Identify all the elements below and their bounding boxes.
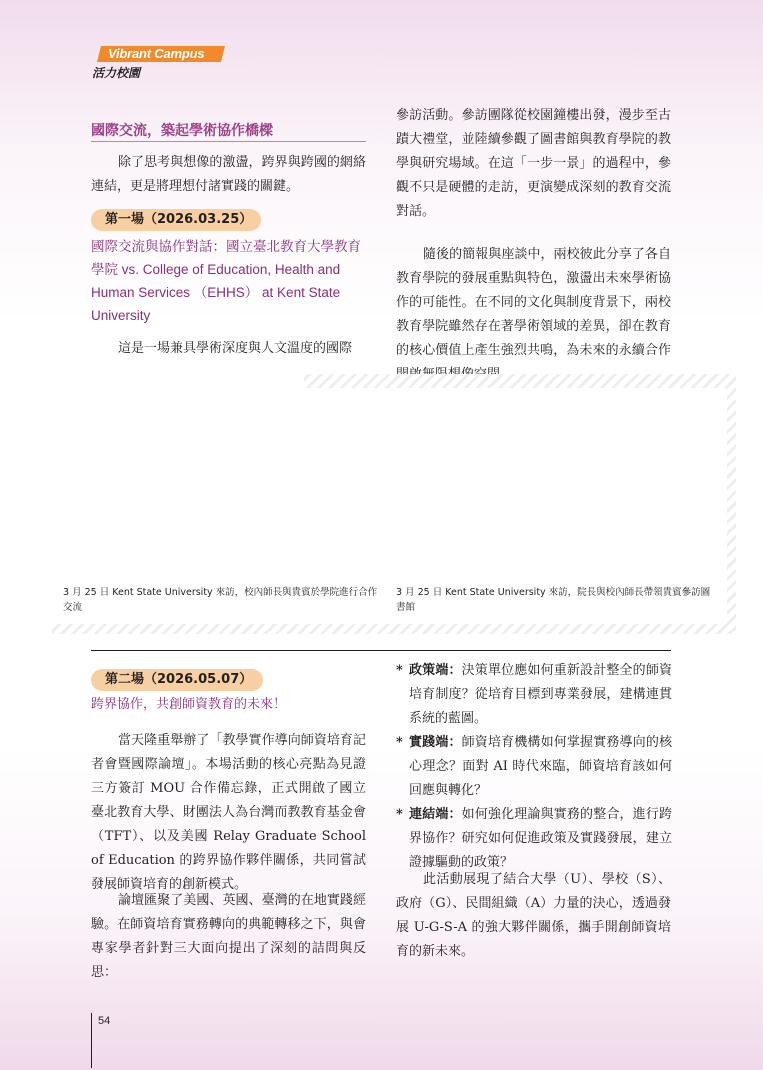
intro-paragraph: 除了思考與想像的激盪，跨界與跨國的網絡連結，更是將理想付諸實踐的關鍵。 bbox=[91, 155, 366, 194]
bullet-practice bbox=[396, 731, 672, 803]
photo-caption-right: 3 月 25 日 Kent State University 來訪，院長與校內師長帶領貴賓參訪圖書館 bbox=[396, 587, 711, 613]
session1-paragraph-right-2: 隨後的簡報與座談中，兩校彼此分享了各自教育學院的發展重點與特色，激盪出未來學術協作的可能性。在不同的文化與制度背景下，兩校教育學院雖然存在著學術領域的差異，卻在教育的核心價值上產生強烈共鳴，為未來的永續合作 bbox=[396, 247, 671, 358]
bullet-connection bbox=[396, 803, 672, 875]
bullet-star: * bbox=[396, 663, 403, 678]
photo-caption-left: 3 月 25 日 Kent State University 來訪，校內師長與貴賓於學院進行合作交流 bbox=[63, 587, 378, 613]
bullet-key: 連結端： bbox=[409, 807, 462, 822]
section-divider bbox=[91, 650, 671, 651]
header-zh-title: 活力校園 bbox=[92, 66, 141, 80]
session2-subtitle: 跨界協作，共創師資教育的未來！ bbox=[91, 697, 287, 712]
session2-bullet-list bbox=[396, 659, 672, 875]
page-number: 54 bbox=[98, 1015, 111, 1027]
bullet-star: * bbox=[396, 735, 403, 750]
session2-pill: 第二場（2026.05.07） bbox=[91, 669, 263, 691]
session2-paragraph-2: 論壇匯聚了美國、英國、臺灣的在地實踐經驗。在師資培育實務轉向的典範轉移之下，與會專家學者針對三大面向提出了深刻的詰問與反思： bbox=[91, 893, 366, 980]
session2-paragraph-3: 此活動展現了結合大學（U）、學校（S）、政府（G）、民間組織（A）力量的決心，透過發展 U-G-S-A 的強大夥伴關係，攜手開創師資培育的新未來。 bbox=[396, 872, 671, 959]
session1-paragraph-right-1: 參訪活動。參訪團隊從校園鐘樓出發，漫步至古蹟大禮堂，並陸續參觀了圖書館與教育學院的教學與研究場域。在這「一步一景」的過程中，參觀不只是硬體的走訪，更演變成深刻的教育交流對話。 bbox=[396, 108, 671, 219]
section-title: 國際交流，築起學術協作橋樑 bbox=[91, 123, 273, 139]
session1-paragraph-left: 這是一場兼具學術深度與人文溫度的國際 bbox=[118, 341, 353, 356]
bullet-text: 決策單位應如何重新設計整全的師資培育制度？從培育目標到專業發展，建構連貫系統的藍圖。 bbox=[409, 663, 672, 726]
bullet-text: 師資培育機構如何掌握實務導向的核心理念？面對 AI 時代來臨，師資培育該如何回應與轉化？ bbox=[409, 735, 672, 798]
session1-pill: 第一場（2026.03.25） bbox=[91, 209, 261, 231]
bullet-policy bbox=[396, 659, 672, 731]
session1-subtitle: 國際交流與協作對話：國立臺北教育大學教育學院 vs. College of Education, Health and Human Services （EHHS） at Kent State University bbox=[91, 239, 361, 323]
page-number-rule bbox=[91, 1013, 92, 1068]
bullet-key: 政策端： bbox=[409, 663, 462, 678]
bullet-text: 如何強化理論與實務的整合，進行跨界協作？研究如何促進政策及實踐發展，建立證據驅動的政策？ bbox=[409, 807, 672, 870]
header-en-title: Vibrant Campus bbox=[108, 46, 205, 61]
photo-right bbox=[52, 388, 727, 580]
session2-paragraph-1: 當天隆重舉辦了「教學實作導向師資培育記者會暨國際論壇」。本場活動的核心亮點為見證三方簽訂 MOU 合作備忘錄，正式開啟了國立臺北教育大學、財團法人為台灣而教教育基金會（TFT）、以及美國 Relay Graduate School of Education 的跨界協作夥伴關係，共同嘗試發展師資培育的創新模式。 bbox=[91, 733, 366, 892]
bullet-star: * bbox=[396, 807, 403, 822]
title-rule bbox=[91, 141, 366, 142]
bullet-key: 實踐端： bbox=[409, 735, 462, 750]
